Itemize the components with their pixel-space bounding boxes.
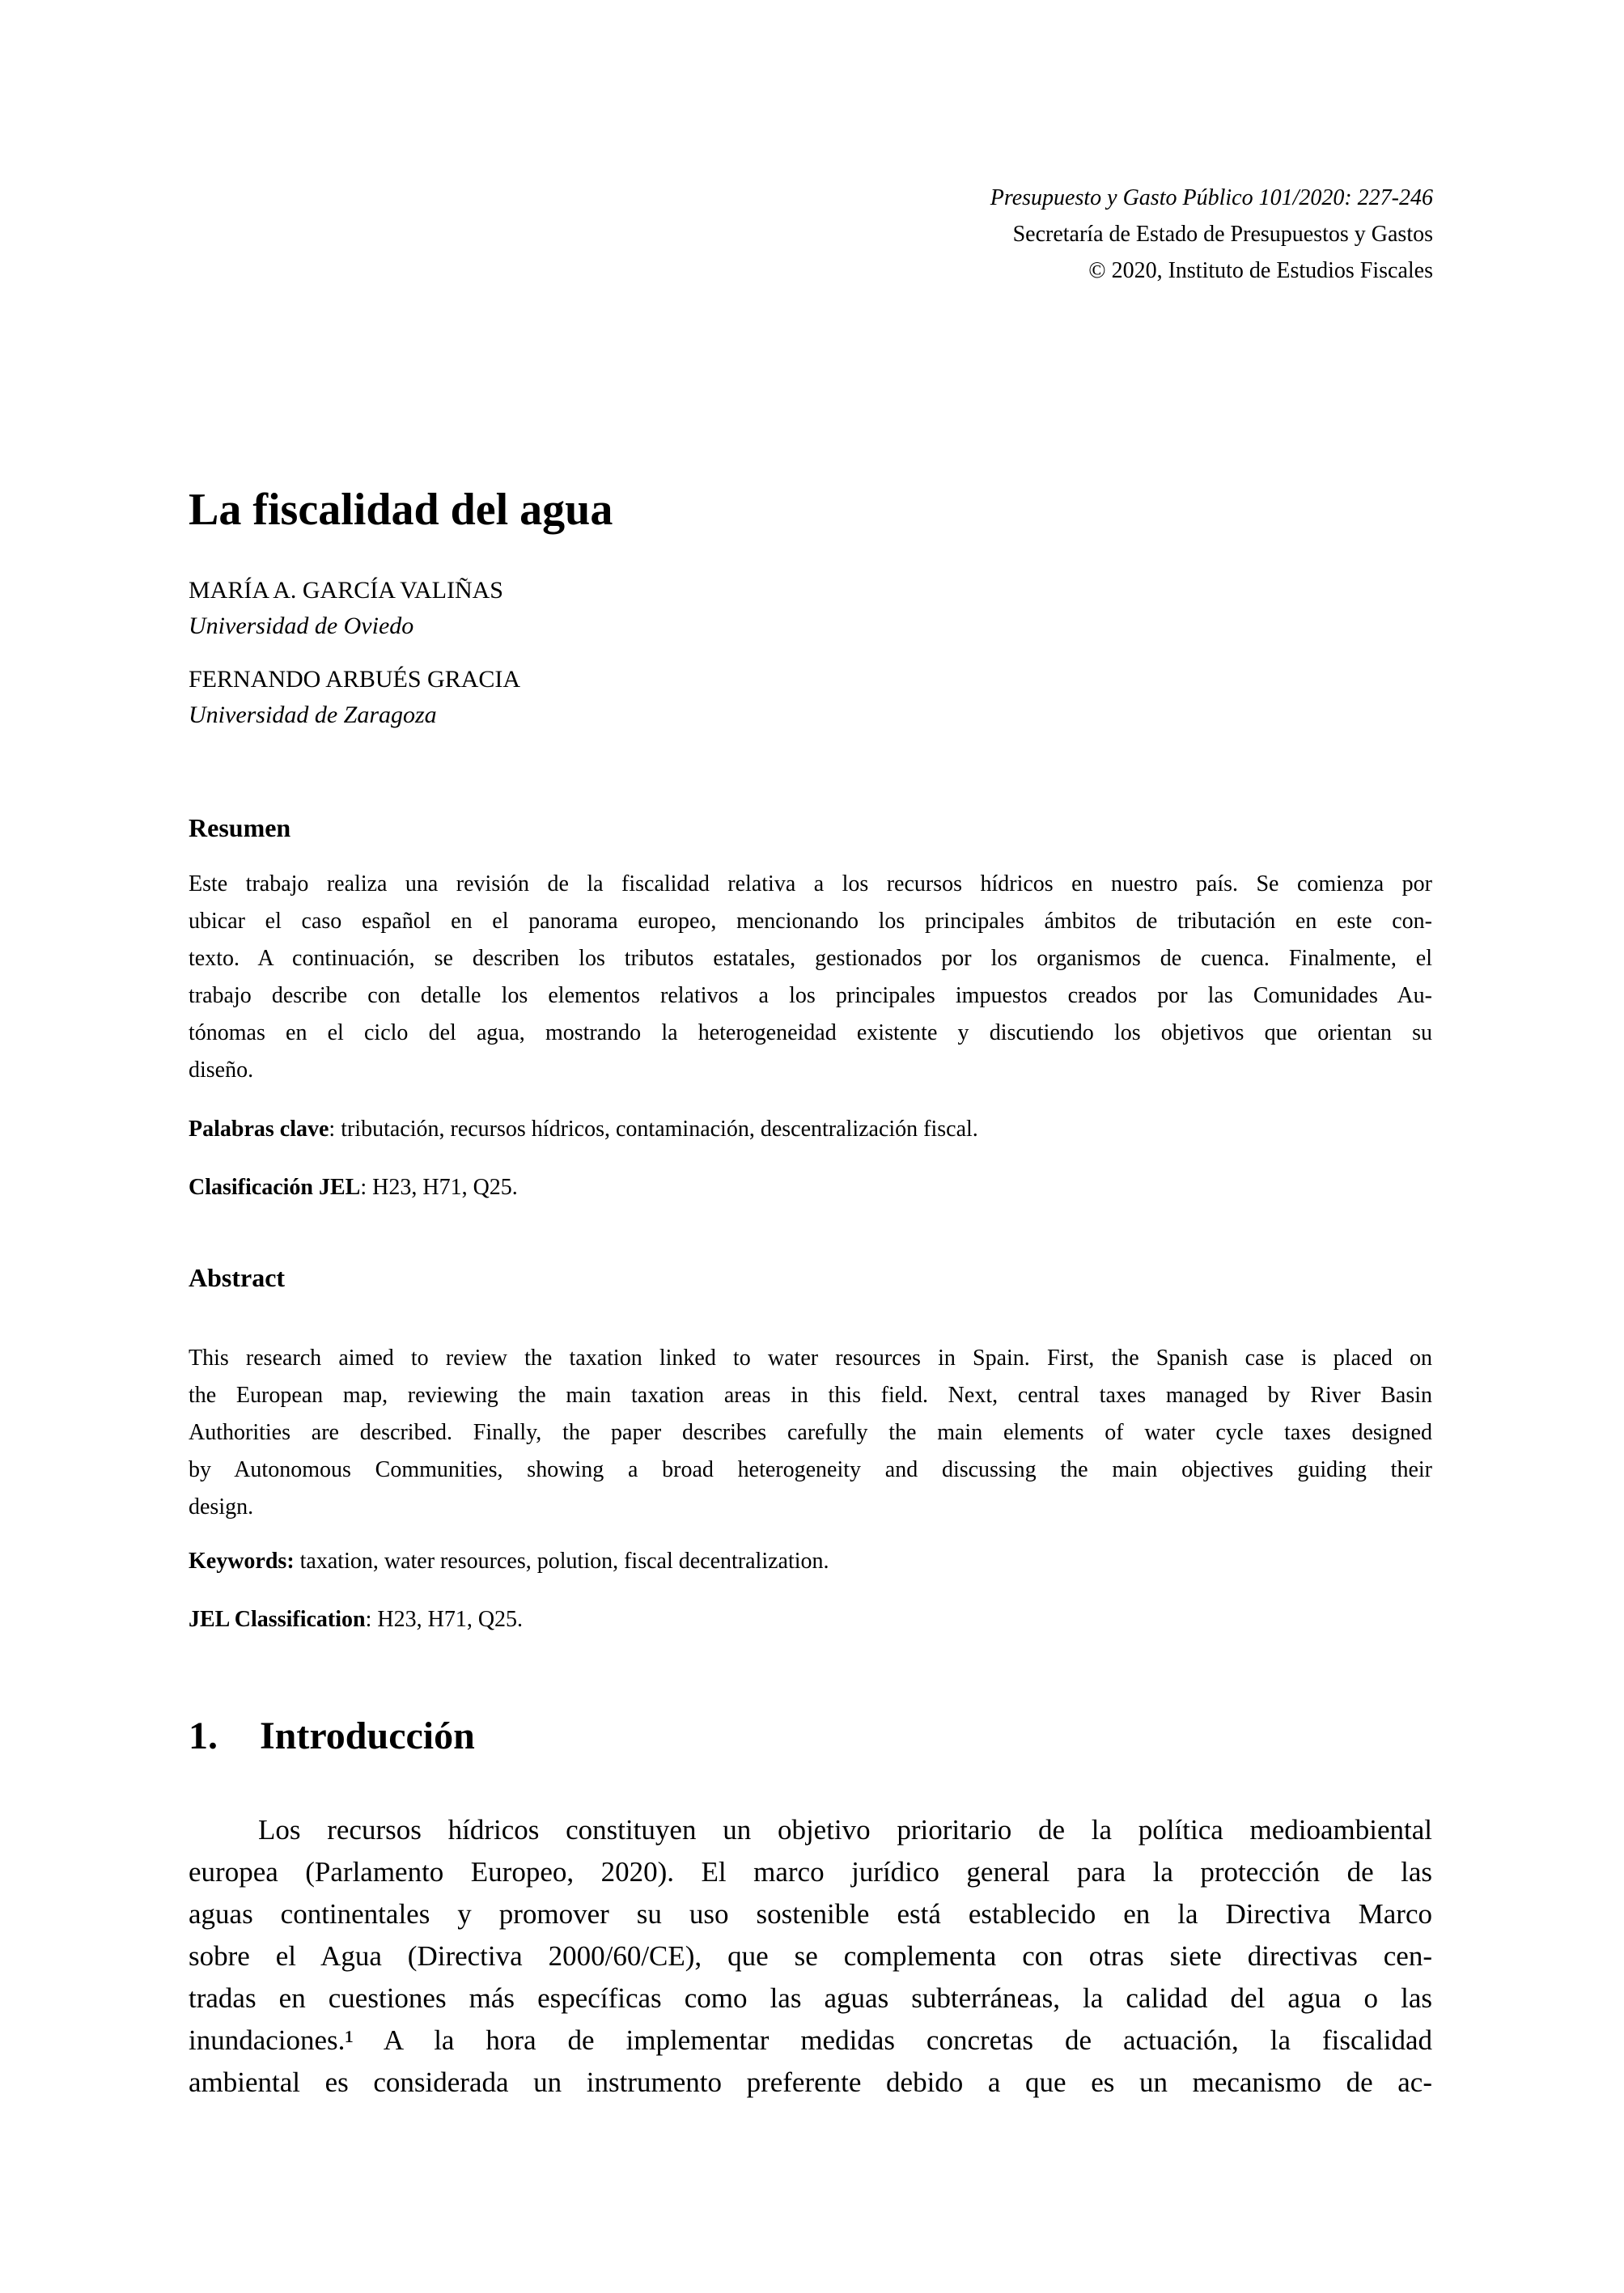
keywords-value: taxation, water resources, polution, fiscal decentralization.: [294, 1549, 829, 1574]
introduction-paragraph: [189, 1809, 1432, 2104]
section-title: Introducción: [260, 1714, 475, 1757]
abstract-paragraph: [189, 1340, 1432, 1526]
jel-classification-value: : H23, H71, Q25.: [365, 1607, 524, 1632]
author-name: FERNANDO ARBUÉS GRACIA: [189, 666, 521, 693]
journal-header: [990, 180, 1433, 289]
text-line: the European map, reviewing the main taxation areas in this field. Next, central taxes managed by River Basin: [189, 1383, 1432, 1408]
resumen-paragraph: [189, 866, 1432, 1089]
palabras-clave-line: [189, 1115, 1432, 1143]
text-line: trabajo describe con detalle los elementos relativos a los principales impuestos creados por las Comunidades Au-: [189, 983, 1432, 1008]
clasificacion-jel-label: Clasificación JEL: [189, 1175, 361, 1200]
text-line: tradas en cuestiones más específicas como las aguas subterráneas, la calidad del agua o las: [189, 1982, 1432, 2014]
paper-title: La fiscalidad del agua: [189, 485, 613, 535]
section-heading-introduction: [189, 1714, 475, 1758]
jel-classification-label: JEL Classification: [189, 1607, 366, 1632]
resumen-heading: Resumen: [189, 813, 291, 842]
keywords-line: [189, 1547, 1432, 1575]
text-line: inundaciones.¹ A la hora de implementar medidas concretas de actuación, la fiscalidad: [189, 2024, 1432, 2056]
publisher-line: Secretaría de Estado de Presupuestos y Gastos: [1012, 222, 1433, 247]
text-line: aguas continentales y promover su uso sostenible está establecido en la Directiva Marco: [189, 1898, 1432, 1930]
journal-reference: Presupuesto y Gasto Público 101/2020: 227-246: [990, 185, 1433, 210]
palabras-clave-value: : tributación, recursos hídricos, contaminación, descentralización fiscal.: [329, 1117, 978, 1142]
copyright-line: © 2020, Instituto de Estudios Fiscales: [1088, 258, 1433, 283]
text-line: ubicar el caso español en el panorama europeo, mencionando los principales ámbitos de tributación en este con-: [189, 909, 1432, 934]
text-line: Authorities are described. Finally, the paper describes carefully the main elements of water cycle taxes designed: [189, 1420, 1432, 1445]
text-line: Este trabajo realiza una revisión de la fiscalidad relativa a los recursos hídricos en nuestro país. Se comienza por: [189, 871, 1432, 896]
text-line: diseño.: [189, 1057, 254, 1083]
text-line: by Autonomous Communities, showing a broad heterogeneity and discussing the main objectives guiding their: [189, 1457, 1432, 1482]
author-name: MARÍA A. GARCÍA VALIÑAS: [189, 577, 503, 604]
text-line: tónomas en el ciclo del agua, mostrando la heterogeneidad existente y discutiendo los objetivos que orientan su: [189, 1020, 1432, 1045]
text-line: Los recursos hídricos constituyen un objetivo prioritario de la política medioambiental: [258, 1814, 1432, 1846]
jel-classification-line: [189, 1605, 1432, 1634]
abstract-heading: Abstract: [189, 1263, 286, 1292]
section-number: 1.: [189, 1714, 218, 1757]
text-line: europea (Parlamento Europeo, 2020). El marco jurídico general para la protección de las: [189, 1856, 1432, 1888]
author-affiliation: Universidad de Oviedo: [189, 612, 414, 639]
clasificacion-jel-line: [189, 1173, 1432, 1202]
palabras-clave-label: Palabras clave: [189, 1117, 329, 1142]
text-line: ambiental es considerada un instrumento preferente debido a que es un mecanismo de ac-: [189, 2066, 1432, 2098]
author-affiliation: Universidad de Zaragoza: [189, 701, 437, 728]
keywords-label: Keywords:: [189, 1549, 295, 1574]
text-line: design.: [189, 1494, 254, 1519]
text-line: This research aimed to review the taxation linked to water resources in Spain. First, the Spanish case is placed on: [189, 1346, 1432, 1371]
text-line: texto. A continuación, se describen los tributos estatales, gestionados por los organismos de cuenca. Finalmente, el: [189, 946, 1432, 971]
clasificacion-jel-value: : H23, H71, Q25.: [360, 1175, 518, 1200]
text-line: sobre el Agua (Directiva 2000/60/CE), que se complementa con otras siete directivas cen-: [189, 1940, 1432, 1972]
